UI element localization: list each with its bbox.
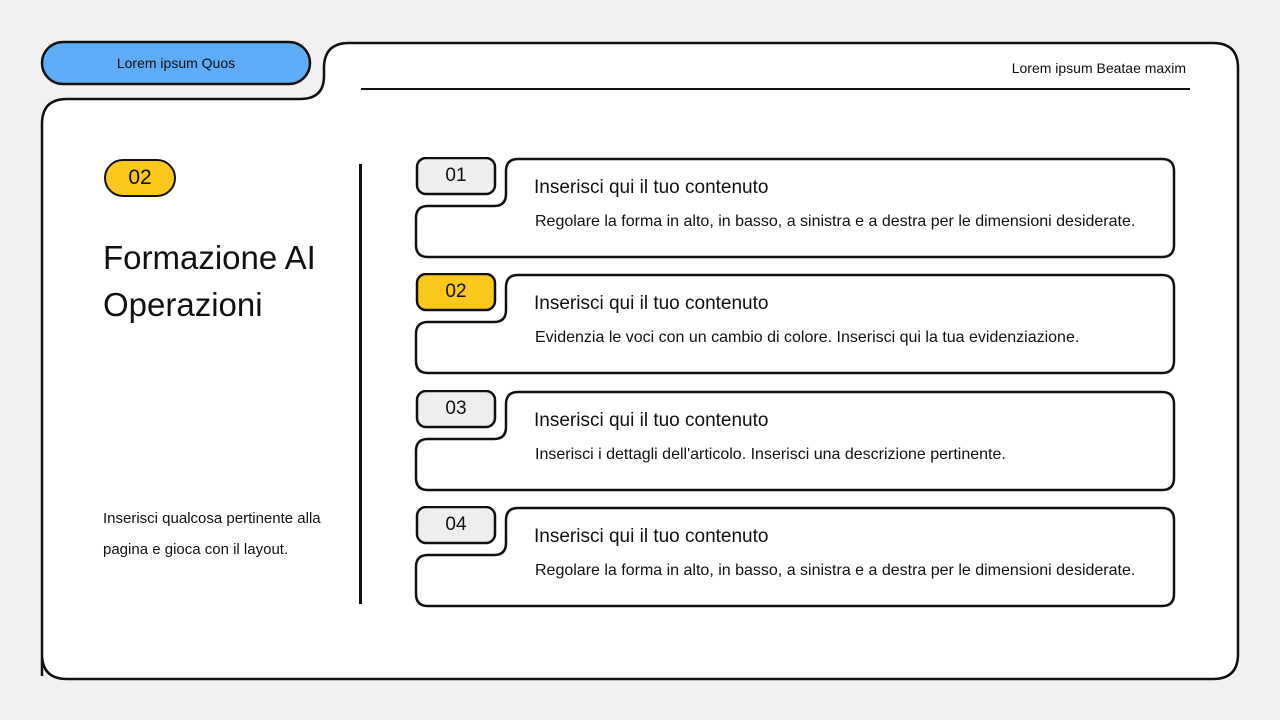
header-divider [361,88,1190,90]
item-number: 04 [445,514,467,535]
item-card-shape [414,506,1176,608]
item-title: Inserisci qui il tuo contenuto [534,526,769,547]
side-description: Inserisci qualcosa pertinente alla pagina e gioca con il layout. [103,510,321,558]
item-description: Inserisci i dettagli dell'articolo. Inserisci una descrizione pertinente. [535,446,1006,463]
item-description: Regolare la forma in alto, in basso, a sinistra e a destra per le dimensioni desiderate. [535,213,1136,230]
header-right-text: Lorem ipsum Beatae maxim [1011,60,1186,76]
page-title [103,234,343,328]
item-title: Inserisci qui il tuo contenuto [534,410,769,431]
list-item-highlighted [414,273,1176,375]
list-item [414,390,1176,492]
top-tab-label: Lorem ipsum Quos [116,55,236,71]
item-description: Regolare la forma in alto, in basso, a sinistra e a destra per le dimensioni desiderate. [535,562,1136,579]
page-title-line2: Operazioni [103,286,263,323]
item-title: Inserisci qui il tuo contenuto [534,293,769,314]
item-card-shape [414,157,1176,259]
item-title: Inserisci qui il tuo contenuto [534,177,769,198]
item-card-shape [414,273,1176,375]
item-number: 02 [445,281,467,302]
section-number-badge: 02 [104,159,176,197]
item-number: 03 [445,398,467,419]
item-card-shape [414,390,1176,492]
item-number: 01 [445,165,467,186]
page-title-line1: Formazione AI [103,239,316,276]
item-description: Evidenzia le voci con un cambio di colore. Inserisci qui la tua evidenziazione. [535,329,1080,346]
list-item [414,157,1176,259]
list-item [414,506,1176,608]
vertical-divider [359,164,362,604]
